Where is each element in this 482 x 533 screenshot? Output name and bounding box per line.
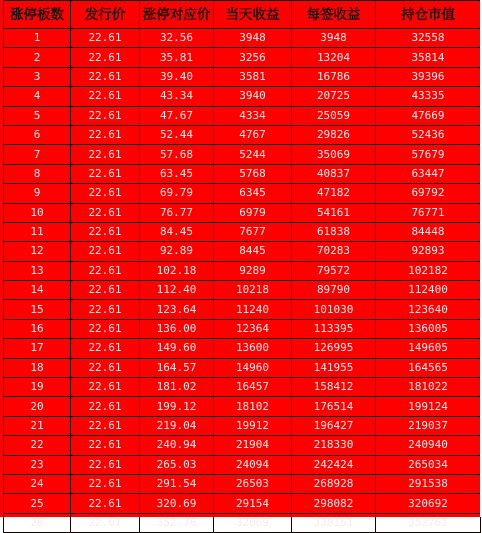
table-row xyxy=(4,222,481,241)
cell-position-value[interactable]: 136005 xyxy=(376,319,481,338)
cell-issue-price[interactable]: 22.61 xyxy=(71,106,140,125)
cell-limit-up-price[interactable]: 43.34 xyxy=(140,87,214,106)
cell-limit-up-price[interactable]: 219.04 xyxy=(140,416,214,435)
cell-daily-gain[interactable]: 9289 xyxy=(214,261,292,280)
cell-limit-up-count[interactable]: 9 xyxy=(4,184,71,203)
table-row xyxy=(4,242,481,261)
cell-issue-price[interactable]: 22.61 xyxy=(71,358,140,377)
cell-daily-gain[interactable]: 5768 xyxy=(214,164,292,183)
cell-limit-up-count[interactable]: 1 xyxy=(4,29,71,48)
cell-limit-up-count[interactable]: 6 xyxy=(4,125,71,144)
cell-daily-gain[interactable]: 6979 xyxy=(214,203,292,222)
table-row xyxy=(4,281,481,300)
cell-limit-up-price[interactable]: 52.44 xyxy=(140,125,214,144)
cell-daily-gain[interactable]: 7677 xyxy=(214,222,292,241)
cell-position-value[interactable]: 320692 xyxy=(376,494,481,513)
cell-limit-up-price[interactable]: 149.60 xyxy=(140,339,214,358)
cell-limit-up-price[interactable]: 69.79 xyxy=(140,184,214,203)
cell-limit-up-price[interactable]: 199.12 xyxy=(140,397,214,416)
table-row xyxy=(4,416,481,435)
cell-issue-price[interactable]: 22.61 xyxy=(71,455,140,474)
cell-position-value[interactable]: 76771 xyxy=(376,203,481,222)
cell-limit-up-count[interactable]: 22 xyxy=(4,436,71,455)
cell-daily-gain[interactable]: 14960 xyxy=(214,358,292,377)
cell-gain-per-lot[interactable]: 218330 xyxy=(292,436,376,455)
cell-gain-per-lot[interactable]: 113395 xyxy=(292,319,376,338)
cell-gain-per-lot[interactable]: 20725 xyxy=(292,87,376,106)
table-row xyxy=(4,436,481,455)
table-row xyxy=(4,339,481,358)
cell-limit-up-price[interactable]: 291.54 xyxy=(140,474,214,493)
cell-limit-up-count[interactable]: 13 xyxy=(4,261,71,280)
ipo-limit-up-table xyxy=(3,0,481,533)
header-daily-gain[interactable]: 当天收益 xyxy=(214,1,292,29)
cell-daily-gain[interactable]: 3940 xyxy=(214,87,292,106)
cell-limit-up-count[interactable]: 15 xyxy=(4,300,71,319)
cell-issue-price[interactable]: 22.61 xyxy=(71,494,140,513)
cell-gain-per-lot[interactable]: 196427 xyxy=(292,416,376,435)
cell-gain-per-lot[interactable]: 242424 xyxy=(292,455,376,474)
cell-limit-up-price[interactable]: 102.18 xyxy=(140,261,214,280)
cell-limit-up-price[interactable]: 181.02 xyxy=(140,378,214,397)
cell-gain-per-lot[interactable]: 101030 xyxy=(292,300,376,319)
table-row xyxy=(4,300,481,319)
cell-issue-price[interactable]: 22.61 xyxy=(71,397,140,416)
table-row xyxy=(4,358,481,377)
cell-gain-per-lot[interactable]: 79572 xyxy=(292,261,376,280)
cell-position-value[interactable]: 92893 xyxy=(376,242,481,261)
cell-issue-price[interactable]: 22.61 xyxy=(71,48,140,67)
cell-issue-price[interactable]: 22.61 xyxy=(71,261,140,280)
cell-position-value[interactable]: 102182 xyxy=(376,261,481,280)
cell-gain-per-lot[interactable]: 35069 xyxy=(292,145,376,164)
cell-daily-gain[interactable]: 24094 xyxy=(214,455,292,474)
cell-limit-up-count[interactable]: 25 xyxy=(4,494,71,513)
cell-issue-price[interactable]: 22.61 xyxy=(71,416,140,435)
cell-limit-up-price[interactable]: 57.68 xyxy=(140,145,214,164)
cell-limit-up-count[interactable]: 8 xyxy=(4,164,71,183)
cell-gain-per-lot[interactable]: 54161 xyxy=(292,203,376,222)
cell-issue-price[interactable]: 22.61 xyxy=(71,29,140,48)
cell-limit-up-price[interactable]: 123.64 xyxy=(140,300,214,319)
cell-limit-up-price[interactable]: 265.03 xyxy=(140,455,214,474)
table-row xyxy=(4,397,481,416)
cell-position-value[interactable]: 123640 xyxy=(376,300,481,319)
cell-limit-up-count[interactable]: 12 xyxy=(4,242,71,261)
cell-position-value[interactable]: 199124 xyxy=(376,397,481,416)
cell-issue-price[interactable]: 22.61 xyxy=(71,474,140,493)
table-row xyxy=(4,261,481,280)
table-row xyxy=(4,184,481,203)
table-row xyxy=(4,474,481,493)
header-gain-per-lot[interactable]: 每签收益 xyxy=(292,1,376,29)
cell-issue-price[interactable]: 22.61 xyxy=(71,378,140,397)
cell-limit-up-count[interactable]: 19 xyxy=(4,378,71,397)
cell-position-value[interactable]: 32558 xyxy=(376,29,481,48)
table-row xyxy=(4,48,481,67)
cell-daily-gain[interactable]: 3581 xyxy=(214,67,292,86)
cell-position-value[interactable]: 39396 xyxy=(376,67,481,86)
cell-gain-per-lot[interactable]: 40837 xyxy=(292,164,376,183)
cell-limit-up-price[interactable]: 352.76 xyxy=(140,513,214,532)
cell-limit-up-count[interactable]: 24 xyxy=(4,474,71,493)
table-row xyxy=(4,145,481,164)
cell-position-value[interactable]: 63447 xyxy=(376,164,481,183)
cell-issue-price[interactable]: 22.61 xyxy=(71,281,140,300)
cell-gain-per-lot[interactable]: 158412 xyxy=(292,378,376,397)
cell-daily-gain[interactable]: 6345 xyxy=(214,184,292,203)
cell-limit-up-price[interactable]: 92.89 xyxy=(140,242,214,261)
cell-daily-gain[interactable]: 19912 xyxy=(214,416,292,435)
cell-position-value[interactable]: 35814 xyxy=(376,48,481,67)
cell-position-value[interactable]: 149605 xyxy=(376,339,481,358)
cell-gain-per-lot[interactable]: 29826 xyxy=(292,125,376,144)
cell-position-value[interactable]: 240940 xyxy=(376,436,481,455)
cell-gain-per-lot[interactable]: 25059 xyxy=(292,106,376,125)
table-row xyxy=(4,513,481,532)
table-row xyxy=(4,319,481,338)
cell-limit-up-count[interactable]: 10 xyxy=(4,203,71,222)
cell-gain-per-lot[interactable]: 47182 xyxy=(292,184,376,203)
cell-daily-gain[interactable]: 3948 xyxy=(214,29,292,48)
cell-issue-price[interactable]: 22.61 xyxy=(71,339,140,358)
cell-position-value[interactable]: 181022 xyxy=(376,378,481,397)
cell-gain-per-lot[interactable]: 16786 xyxy=(292,67,376,86)
cell-limit-up-price[interactable]: 76.77 xyxy=(140,203,214,222)
cell-position-value[interactable]: 291538 xyxy=(376,474,481,493)
cell-issue-price[interactable]: 22.61 xyxy=(71,145,140,164)
cell-limit-up-count[interactable]: 20 xyxy=(4,397,71,416)
cell-daily-gain[interactable]: 13600 xyxy=(214,339,292,358)
cell-daily-gain[interactable]: 10218 xyxy=(214,281,292,300)
cell-issue-price[interactable]: 22.61 xyxy=(71,300,140,319)
cell-gain-per-lot[interactable]: 126995 xyxy=(292,339,376,358)
cell-limit-up-price[interactable]: 63.45 xyxy=(140,164,214,183)
table-row xyxy=(4,29,481,48)
cell-limit-up-count[interactable]: 16 xyxy=(4,319,71,338)
cell-limit-up-price[interactable]: 240.94 xyxy=(140,436,214,455)
cell-daily-gain[interactable]: 18102 xyxy=(214,397,292,416)
cell-daily-gain[interactable]: 29154 xyxy=(214,494,292,513)
cell-limit-up-price[interactable]: 84.45 xyxy=(140,222,214,241)
cell-limit-up-price[interactable]: 47.67 xyxy=(140,106,214,125)
cell-daily-gain[interactable]: 12364 xyxy=(214,319,292,338)
cell-issue-price[interactable]: 22.61 xyxy=(71,436,140,455)
cell-limit-up-count[interactable]: 26 xyxy=(4,513,71,532)
cell-limit-up-count[interactable]: 2 xyxy=(4,48,71,67)
cell-position-value[interactable]: 57679 xyxy=(376,145,481,164)
cell-gain-per-lot[interactable]: 330151 xyxy=(292,513,376,532)
table-row xyxy=(4,378,481,397)
cell-limit-up-price[interactable]: 320.69 xyxy=(140,494,214,513)
cell-position-value[interactable]: 69792 xyxy=(376,184,481,203)
cell-issue-price[interactable]: 22.61 xyxy=(71,125,140,144)
cell-daily-gain[interactable]: 32069 xyxy=(214,513,292,532)
cell-position-value[interactable]: 84448 xyxy=(376,222,481,241)
header-limit-up-price[interactable]: 涨停对应价 xyxy=(140,1,214,29)
cell-limit-up-count[interactable]: 4 xyxy=(4,87,71,106)
table-row xyxy=(4,106,481,125)
header-row xyxy=(4,1,481,29)
cell-position-value[interactable]: 47669 xyxy=(376,106,481,125)
cell-issue-price[interactable]: 22.61 xyxy=(71,87,140,106)
cell-gain-per-lot[interactable]: 13204 xyxy=(292,48,376,67)
cell-gain-per-lot[interactable]: 89790 xyxy=(292,281,376,300)
cell-daily-gain[interactable]: 4767 xyxy=(214,125,292,144)
cell-position-value[interactable]: 112400 xyxy=(376,281,481,300)
cell-position-value[interactable]: 164565 xyxy=(376,358,481,377)
cell-daily-gain[interactable]: 8445 xyxy=(214,242,292,261)
cell-position-value[interactable]: 219037 xyxy=(376,416,481,435)
cell-gain-per-lot[interactable]: 176514 xyxy=(292,397,376,416)
cell-limit-up-count[interactable]: 5 xyxy=(4,106,71,125)
table-row xyxy=(4,203,481,222)
cell-limit-up-count[interactable]: 18 xyxy=(4,358,71,377)
cell-limit-up-count[interactable]: 11 xyxy=(4,222,71,241)
cell-issue-price[interactable]: 22.61 xyxy=(71,242,140,261)
cell-position-value[interactable]: 43335 xyxy=(376,87,481,106)
cell-gain-per-lot[interactable]: 70283 xyxy=(292,242,376,261)
cell-issue-price[interactable]: 22.61 xyxy=(71,203,140,222)
cell-gain-per-lot[interactable]: 3948 xyxy=(292,29,376,48)
cell-daily-gain[interactable]: 26503 xyxy=(214,474,292,493)
table-row xyxy=(4,125,481,144)
cell-limit-up-count[interactable]: 3 xyxy=(4,67,71,86)
cell-limit-up-count[interactable]: 17 xyxy=(4,339,71,358)
cell-issue-price[interactable]: 22.61 xyxy=(71,184,140,203)
cell-daily-gain[interactable]: 21904 xyxy=(214,436,292,455)
table-row xyxy=(4,494,481,513)
cell-position-value[interactable]: 52436 xyxy=(376,125,481,144)
table-row xyxy=(4,455,481,474)
cell-issue-price[interactable]: 22.61 xyxy=(71,319,140,338)
cell-daily-gain[interactable]: 11240 xyxy=(214,300,292,319)
cell-issue-price[interactable]: 22.61 xyxy=(71,164,140,183)
cell-position-value[interactable]: 265034 xyxy=(376,455,481,474)
header-issue-price[interactable]: 发行价 xyxy=(71,1,140,29)
cell-issue-price[interactable]: 22.61 xyxy=(71,222,140,241)
cell-limit-up-price[interactable]: 35.81 xyxy=(140,48,214,67)
cell-issue-price[interactable]: 22.61 xyxy=(71,67,140,86)
cell-daily-gain[interactable]: 3256 xyxy=(214,48,292,67)
cell-gain-per-lot[interactable]: 268928 xyxy=(292,474,376,493)
cell-gain-per-lot[interactable]: 141955 xyxy=(292,358,376,377)
table-row xyxy=(4,67,481,86)
cell-limit-up-count[interactable]: 23 xyxy=(4,455,71,474)
cell-limit-up-price[interactable]: 136.00 xyxy=(140,319,214,338)
cell-position-value[interactable]: 352761 xyxy=(376,513,481,532)
table-row xyxy=(4,87,481,106)
cell-daily-gain[interactable]: 5244 xyxy=(214,145,292,164)
cell-issue-price[interactable]: 22.61 xyxy=(71,513,140,532)
cell-limit-up-price[interactable]: 164.57 xyxy=(140,358,214,377)
table-row xyxy=(4,164,481,183)
cell-gain-per-lot[interactable]: 298082 xyxy=(292,494,376,513)
cell-limit-up-count[interactable]: 14 xyxy=(4,281,71,300)
cell-daily-gain[interactable]: 4334 xyxy=(214,106,292,125)
cell-limit-up-price[interactable]: 39.40 xyxy=(140,67,214,86)
header-limit-up-count[interactable]: 涨停板数 xyxy=(4,1,71,29)
cell-limit-up-count[interactable]: 21 xyxy=(4,416,71,435)
cell-limit-up-price[interactable]: 112.40 xyxy=(140,281,214,300)
cell-limit-up-price[interactable]: 32.56 xyxy=(140,29,214,48)
header-position-value[interactable]: 持仓市值 xyxy=(376,1,481,29)
table-body xyxy=(4,29,481,533)
cell-daily-gain[interactable]: 16457 xyxy=(214,378,292,397)
cell-gain-per-lot[interactable]: 61838 xyxy=(292,222,376,241)
cell-limit-up-count[interactable]: 7 xyxy=(4,145,71,164)
